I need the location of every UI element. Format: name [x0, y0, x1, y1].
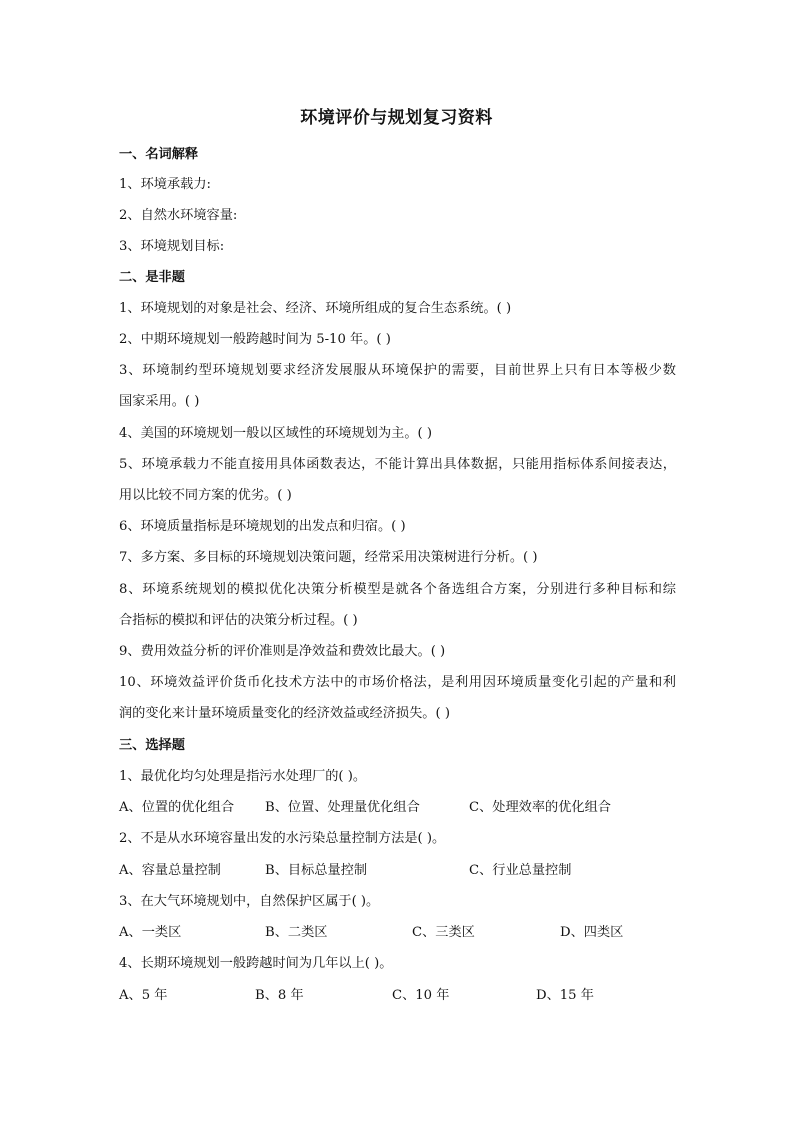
true-false-question: 8、环境系统规划的模拟优化决策分析模型是就各个备选组合方案，分别进行多种目标和综 — [119, 582, 676, 597]
choice-question: 1、最优化均匀处理是指污水处理厂的( )。 — [119, 769, 367, 784]
choice-question: 2、不是从水环境容量出发的水污染总量控制方法是( )。 — [119, 831, 446, 846]
true-false-question: 5、环境承载力不能直接用具体函数表达，不能计算出具体数据，只能用指标体系间接表达， — [119, 457, 676, 472]
true-false-question-continued: 合指标的模拟和评估的决策分析过程。( ) — [119, 613, 358, 628]
section-heading-true-false: 二、是非题 — [119, 270, 185, 285]
true-false-question: 10、环境效益评价货币化技术方法中的市场价格法，是利用因环境质量变化引起的产量和利 — [119, 675, 676, 690]
choice-option: B、位置、处理量优化组合 — [265, 800, 420, 815]
true-false-question: 6、环境质量指标是环境规划的出发点和归宿。( ) — [119, 519, 406, 534]
choice-option: C、行业总量控制 — [469, 863, 572, 878]
definition-item: 1、环境承载力: — [119, 177, 211, 192]
choice-option: C、处理效率的优化组合 — [469, 800, 611, 815]
choice-options — [119, 923, 679, 943]
section-heading-multiple-choice: 三、选择题 — [119, 738, 185, 753]
choice-question: 3、在大气环境规划中，自然保护区属于( )。 — [119, 894, 380, 909]
true-false-question: 4、美国的环境规划一般以区域性的环境规划为主。( ) — [119, 426, 432, 441]
choice-options — [119, 986, 679, 1006]
choice-option: C、10 年 — [392, 988, 450, 1003]
choice-options — [119, 861, 679, 881]
choice-option: A、位置的优化组合 — [119, 800, 235, 815]
true-false-question-continued: 国家采用。( ) — [119, 394, 200, 409]
definition-item: 3、环境规划目标: — [119, 239, 225, 254]
true-false-question: 3、环境制约型环境规划要求经济发展服从环境保护的需要，目前世界上只有日本等极少数 — [119, 363, 676, 378]
true-false-question: 1、环境规划的对象是社会、经济、环境所组成的复合生态系统。( ) — [119, 301, 512, 316]
choice-option: A、容量总量控制 — [119, 863, 221, 878]
choice-option: B、8 年 — [255, 988, 304, 1003]
true-false-question: 7、多方案、多目标的环境规划决策问题，经常采用决策树进行分析。( ) — [119, 550, 538, 565]
choice-option: A、一类区 — [119, 925, 182, 940]
choice-option: A、5 年 — [119, 988, 168, 1003]
true-false-question-continued: 用以比较不同方案的优劣。( ) — [119, 488, 292, 503]
page-title: 环境评价与规划复习资料 — [300, 108, 493, 128]
choice-options — [119, 798, 679, 818]
true-false-question: 2、中期环境规划一般跨越时间为 5-10 年。( ) — [119, 332, 391, 347]
definition-item: 2、自然水环境容量: — [119, 208, 238, 223]
true-false-question: 9、费用效益分析的评价准则是净效益和费效比最大。( ) — [119, 644, 446, 659]
choice-option: C、三类区 — [412, 925, 475, 940]
true-false-question-continued: 润的变化来计量环境质量变化的经济效益或经济损失。( ) — [119, 706, 450, 721]
choice-option: D、15 年 — [536, 988, 594, 1003]
choice-option: B、目标总量控制 — [265, 863, 368, 878]
choice-option: D、四类区 — [560, 925, 624, 940]
choice-question: 4、长期环境规划一般跨越时间为几年以上( )。 — [119, 956, 393, 971]
section-heading-definitions: 一、名词解释 — [119, 147, 199, 162]
choice-option: B、二类区 — [265, 925, 328, 940]
